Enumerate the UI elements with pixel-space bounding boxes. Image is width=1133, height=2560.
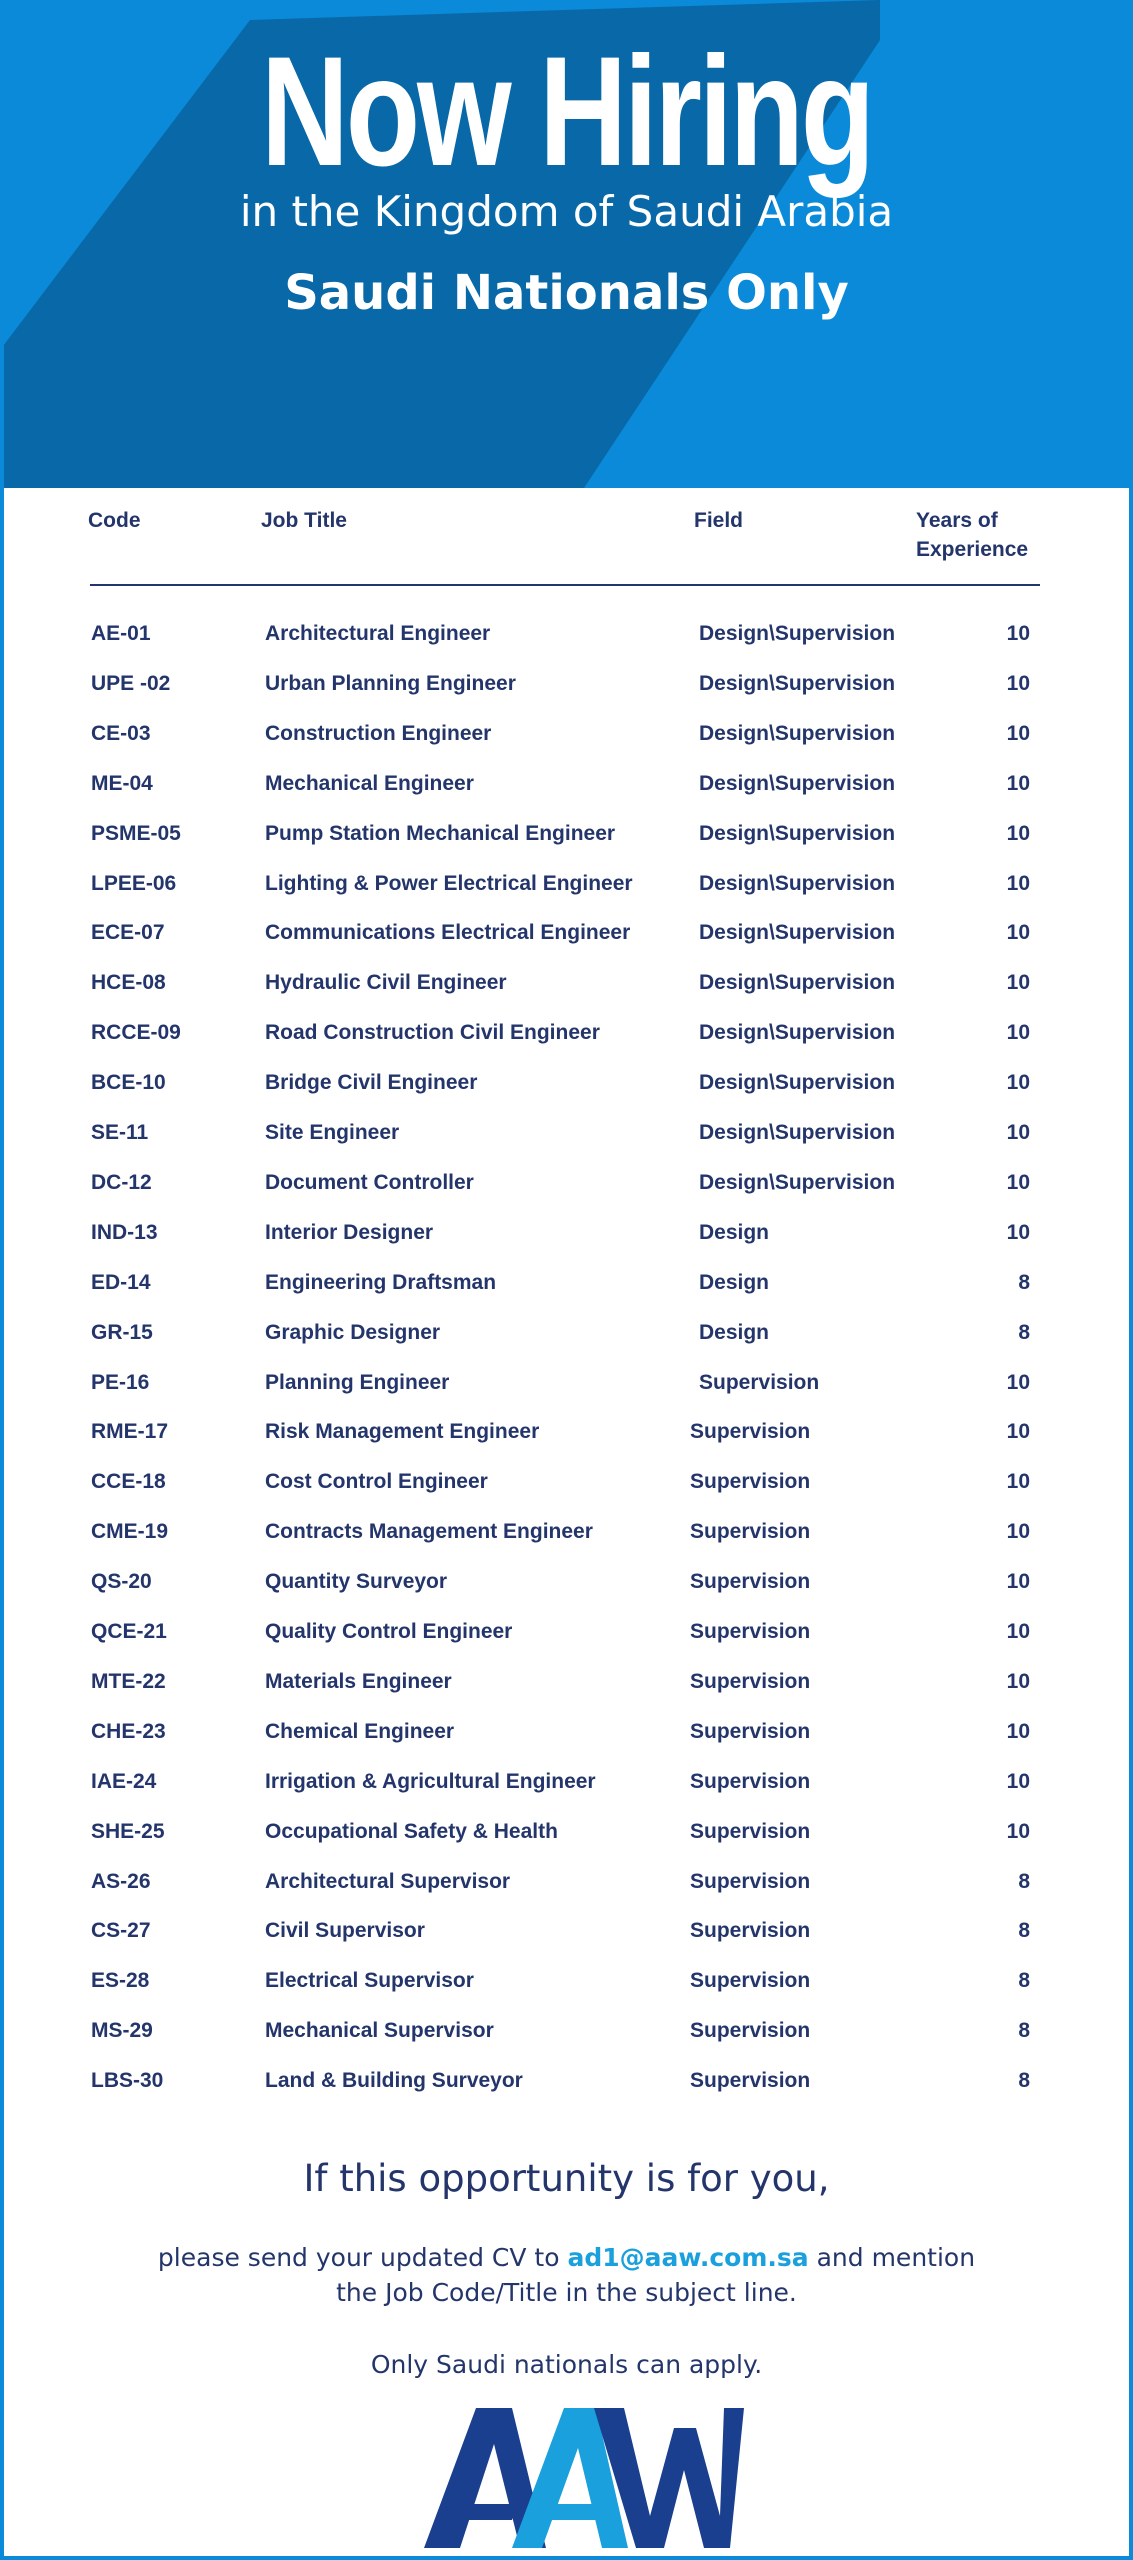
- row-code: PSME-05: [91, 822, 181, 845]
- row-job-title: Materials Engineer: [265, 1670, 452, 1693]
- row-field: Design\Supervision: [699, 622, 896, 645]
- row-field: Supervision: [690, 1670, 811, 1693]
- table-row: [4, 1213, 1133, 1253]
- row-field: Supervision: [690, 1570, 811, 1593]
- row-job-title: Pump Station Mechanical Engineer: [265, 822, 616, 845]
- row-years: 10: [1006, 1221, 1030, 1244]
- row-field: Design\Supervision: [699, 822, 896, 845]
- row-field: Design: [699, 1271, 770, 1294]
- column-header-years: [916, 506, 1056, 564]
- row-years: 10: [1006, 1570, 1030, 1593]
- table-row: [4, 1013, 1133, 1053]
- table-row: [4, 1712, 1133, 1752]
- table-row: [4, 1412, 1133, 1452]
- row-field: Supervision: [690, 1820, 811, 1843]
- table-row: [4, 1961, 1133, 2001]
- row-years: 10: [1006, 1770, 1030, 1793]
- email-link[interactable]: ad1@aaw.com.sa: [567, 2243, 809, 2272]
- row-years: 10: [1006, 1620, 1030, 1643]
- row-field: Supervision: [690, 2069, 811, 2092]
- table-row: [4, 1662, 1133, 1702]
- row-years: 10: [1006, 1171, 1030, 1194]
- row-job-title: Road Construction Civil Engineer: [265, 1021, 600, 1044]
- eligibility-note: Only Saudi nationals can apply.: [370, 2350, 763, 2379]
- table-row: [4, 913, 1133, 953]
- row-years: 8: [1018, 1969, 1030, 1992]
- row-job-title: Contracts Management Engineer: [265, 1520, 593, 1543]
- row-field: Supervision: [690, 1520, 811, 1543]
- row-code: MS-29: [91, 2019, 153, 2042]
- row-job-title: Electrical Supervisor: [265, 1969, 474, 1992]
- row-job-title: Urban Planning Engineer: [265, 672, 516, 695]
- table-row: [4, 1762, 1133, 1802]
- table-row: [4, 714, 1133, 754]
- aaw-logo: [424, 2408, 744, 2548]
- column-header-job-title: Job Title: [261, 509, 347, 532]
- row-code: IND-13: [91, 1221, 158, 1244]
- table-row: [4, 664, 1133, 704]
- row-job-title: Interior Designer: [265, 1221, 434, 1244]
- row-code: RME-17: [91, 1420, 169, 1443]
- table-row: [4, 814, 1133, 854]
- table-header-divider: [90, 584, 1040, 586]
- row-code: GR-15: [91, 1321, 153, 1344]
- cta-text-after-email: and mention: [808, 2243, 976, 2272]
- row-years: 10: [1006, 1520, 1030, 1543]
- row-job-title: Quantity Surveyor: [265, 1570, 448, 1593]
- row-code: QCE-21: [91, 1620, 167, 1643]
- row-job-title: Bridge Civil Engineer: [265, 1071, 478, 1094]
- row-code: CS-27: [91, 1919, 151, 1942]
- row-field: Design\Supervision: [699, 1021, 896, 1044]
- row-years: 10: [1006, 1470, 1030, 1493]
- row-years: 10: [1006, 622, 1030, 645]
- row-job-title: Mechanical Supervisor: [265, 2019, 494, 2042]
- table-row: [4, 2011, 1133, 2051]
- row-code: MTE-22: [91, 1670, 166, 1693]
- row-job-title: Lighting & Power Electrical Engineer: [265, 872, 633, 895]
- page-title: Now Hiring: [261, 25, 872, 199]
- table-row: [4, 1512, 1133, 1552]
- table-row: [4, 2061, 1133, 2101]
- row-years: 10: [1006, 722, 1030, 745]
- row-years: 10: [1006, 1071, 1030, 1094]
- row-code: AE-01: [91, 622, 151, 645]
- row-field: Design: [699, 1321, 770, 1344]
- row-code: CCE-18: [91, 1470, 166, 1493]
- row-code: ME-04: [91, 772, 153, 795]
- row-code: AS-26: [91, 1870, 151, 1893]
- row-field: Supervision: [690, 1470, 811, 1493]
- table-row: [4, 963, 1133, 1003]
- row-field: Design\Supervision: [699, 1121, 896, 1144]
- row-code: RCCE-09: [91, 1021, 181, 1044]
- row-code: PE-16: [91, 1371, 150, 1394]
- row-years: 10: [1006, 1021, 1030, 1044]
- row-field: Supervision: [699, 1371, 820, 1394]
- row-job-title: Occupational Safety & Health: [265, 1820, 558, 1843]
- row-field: Design\Supervision: [699, 672, 896, 695]
- table-row: [4, 1612, 1133, 1652]
- row-code: ECE-07: [91, 921, 165, 944]
- row-field: Design\Supervision: [699, 971, 896, 994]
- row-years: 10: [1006, 1371, 1030, 1394]
- table-row: [4, 1812, 1133, 1852]
- page-subtitle: in the Kingdom of Saudi Arabia: [239, 187, 894, 236]
- row-job-title: Planning Engineer: [265, 1371, 450, 1394]
- row-years: 10: [1006, 1420, 1030, 1443]
- row-code: SHE-25: [91, 1820, 165, 1843]
- row-years: 10: [1006, 1121, 1030, 1144]
- row-code: CE-03: [91, 722, 151, 745]
- table-row: [4, 1163, 1133, 1203]
- row-job-title: Land & Building Surveyor: [265, 2069, 523, 2092]
- row-years: 10: [1006, 672, 1030, 695]
- row-field: Design: [699, 1221, 770, 1244]
- row-field: Supervision: [690, 1919, 811, 1942]
- row-job-title: Document Controller: [265, 1171, 474, 1194]
- row-years: 10: [1006, 822, 1030, 845]
- row-code: IAE-24: [91, 1770, 157, 1793]
- table-row: [4, 1562, 1133, 1602]
- row-job-title: Engineering Draftsman: [265, 1271, 497, 1294]
- table-row: [4, 1263, 1133, 1303]
- row-job-title: Civil Supervisor: [265, 1919, 425, 1942]
- row-job-title: Risk Management Engineer: [265, 1420, 540, 1443]
- cta-instruction-line2: the Job Code/Title in the subject line.: [336, 2278, 797, 2307]
- column-header-code: Code: [88, 509, 141, 532]
- table-row: [4, 1911, 1133, 1951]
- table-row: [4, 1313, 1133, 1353]
- row-job-title: Construction Engineer: [265, 722, 492, 745]
- row-field: Design\Supervision: [699, 772, 896, 795]
- cta-heading: If this opportunity is for you,: [303, 2157, 830, 2200]
- row-field: Design\Supervision: [699, 1071, 896, 1094]
- nationality-tagline: Saudi Nationals Only: [284, 265, 849, 321]
- header-banner: [0, 0, 1133, 488]
- row-field: Design\Supervision: [699, 921, 896, 944]
- row-years: 8: [1018, 2069, 1030, 2092]
- row-field: Design\Supervision: [699, 1171, 896, 1194]
- row-job-title: Chemical Engineer: [265, 1720, 455, 1743]
- table-row: [4, 764, 1133, 804]
- row-job-title: Architectural Supervisor: [265, 1870, 511, 1893]
- row-years: 10: [1006, 1820, 1030, 1843]
- row-years: 10: [1006, 772, 1030, 795]
- row-code: LBS-30: [91, 2069, 164, 2092]
- row-years: 8: [1018, 1919, 1030, 1942]
- row-field: Supervision: [690, 1969, 811, 1992]
- row-code: CHE-23: [91, 1720, 166, 1743]
- row-years: 10: [1006, 872, 1030, 895]
- row-field: Design\Supervision: [699, 722, 896, 745]
- row-field: Design\Supervision: [699, 872, 896, 895]
- row-job-title: Cost Control Engineer: [265, 1470, 488, 1493]
- row-field: Supervision: [690, 1770, 811, 1793]
- row-years: 10: [1006, 1670, 1030, 1693]
- row-job-title: Hydraulic Civil Engineer: [265, 971, 507, 994]
- row-code: ES-28: [91, 1969, 150, 1992]
- column-header-years-line1: Years of: [916, 509, 998, 532]
- table-row: [4, 614, 1133, 654]
- column-header-field: Field: [694, 509, 744, 532]
- row-field: Supervision: [690, 1720, 811, 1743]
- row-code: SE-11: [91, 1121, 149, 1144]
- row-job-title: Quality Control Engineer: [265, 1620, 513, 1643]
- row-years: 10: [1006, 1720, 1030, 1743]
- cta-instruction-line1: [4, 2241, 1129, 2275]
- row-field: Supervision: [690, 1420, 811, 1443]
- row-job-title: Irrigation & Agricultural Engineer: [265, 1770, 596, 1793]
- row-years: 10: [1006, 921, 1030, 944]
- row-years: 8: [1018, 1271, 1030, 1294]
- table-row: [4, 864, 1133, 904]
- table-row: [4, 1363, 1133, 1403]
- row-years: 8: [1018, 1870, 1030, 1893]
- row-years: 10: [1006, 971, 1030, 994]
- cta-text-before-email: please send your updated CV to: [157, 2243, 568, 2272]
- column-header-years-line2: Experience: [916, 538, 1029, 561]
- row-code: LPEE-06: [91, 872, 177, 895]
- row-field: Supervision: [690, 2019, 811, 2042]
- row-code: ED-14: [91, 1271, 151, 1294]
- row-code: HCE-08: [91, 971, 166, 994]
- row-job-title: Architectural Engineer: [265, 622, 491, 645]
- row-code: UPE -02: [91, 672, 171, 695]
- row-job-title: Mechanical Engineer: [265, 772, 474, 795]
- row-code: CME-19: [91, 1520, 169, 1543]
- table-row: [4, 1063, 1133, 1103]
- row-job-title: Graphic Designer: [265, 1321, 441, 1344]
- row-field: Supervision: [690, 1620, 811, 1643]
- table-row: [4, 1113, 1133, 1153]
- row-job-title: Site Engineer: [265, 1121, 400, 1144]
- row-years: 8: [1018, 2019, 1030, 2042]
- row-job-title: Communications Electrical Engineer: [265, 921, 631, 944]
- row-years: 8: [1018, 1321, 1030, 1344]
- row-code: QS-20: [91, 1570, 152, 1593]
- table-row: [4, 1862, 1133, 1902]
- row-field: Supervision: [690, 1870, 811, 1893]
- row-code: BCE-10: [91, 1071, 166, 1094]
- row-code: DC-12: [91, 1171, 152, 1194]
- table-row: [4, 1462, 1133, 1502]
